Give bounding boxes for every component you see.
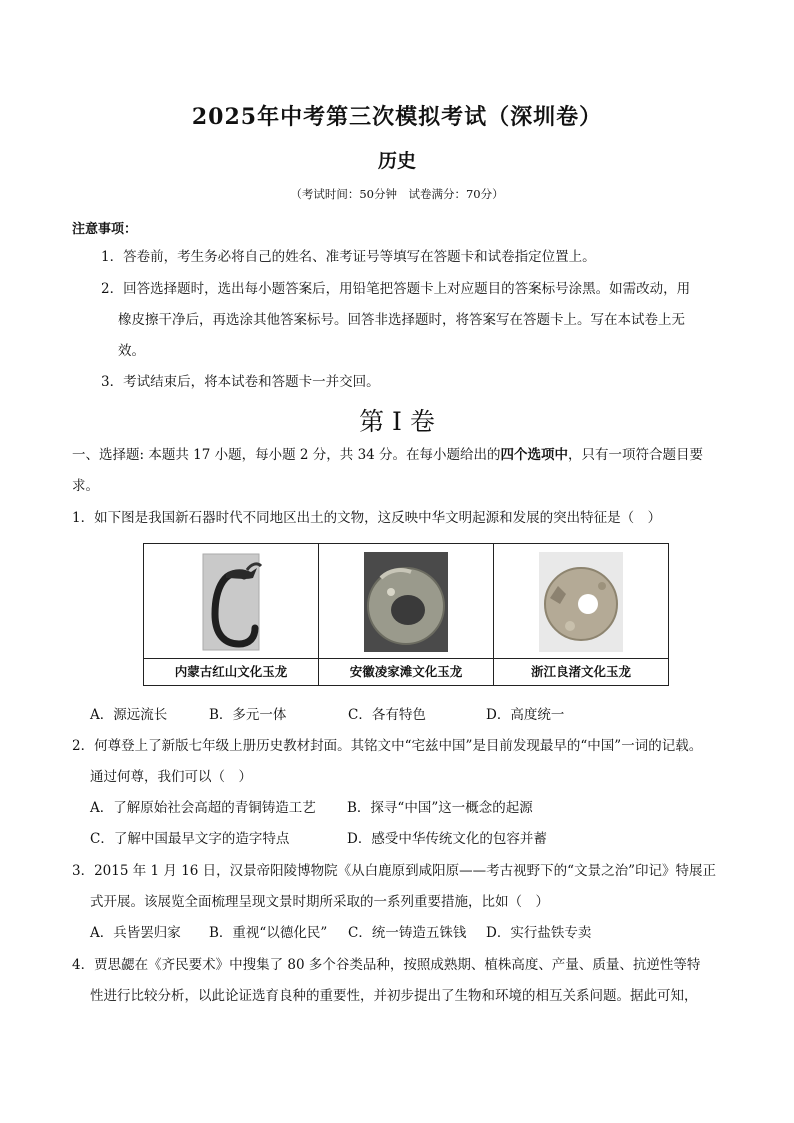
notice-item-2-line-2: 橡皮擦干净后，再选涂其他答案标号。回答非选择题时，将答案写在答题卡上。写在本试卷上无 <box>118 312 685 328</box>
notice-item-2-line-1: 2．回答选择题时，选出每小题答案后，用铅笔把答题卡上对应题目的答案标号涂黑。如需改动，用 <box>101 281 691 297</box>
question-2-stem-line-1: 2．何尊登上了新版七年级上册历史教材封面。其铭文中“宅兹中国”是目前发现最早的“中国”一词的记载。 <box>72 738 703 754</box>
lingjiatan-jade-dragon-image <box>319 544 493 660</box>
question-4-stem-line-2: 性进行比较分析，以此论证选育良种的重要性，并初步提出了生物和环境的相互关系问题。据此可知， <box>90 988 698 1004</box>
volume-title: 第 I 卷 <box>359 407 435 436</box>
question-4-stem-line-1: 4．贾思勰在《齐民要术》中搜集了 80 多个谷类品种，按照成熟期、植株高度、产量、质量、抗逆性等特 <box>72 957 701 973</box>
question-3-option-a[interactable]: A．兵皆罢归家 <box>90 925 181 941</box>
section-instruction-c: ，只有一项符合题目要 <box>568 447 704 463</box>
notice-heading: 注意事项： <box>72 222 138 237</box>
exam-title: 2025年中考第三次模拟考试（深圳卷） <box>191 104 603 130</box>
hongshan-jade-dragon-image <box>144 544 318 660</box>
figure-cell-liangzhu <box>494 544 668 685</box>
question-3-stem-line-1: 3．2015 年 1 月 16 日，汉景帝阳陵博物院《从白鹿原到咸阳原——考古视野下的“文景之治”印记》特展正 <box>72 863 716 879</box>
section-instruction-line-1 <box>72 444 703 466</box>
question-1-option-a[interactable]: A．源远流长 <box>90 707 168 723</box>
notice-item-2-line-3: 效。 <box>118 343 145 359</box>
liangzhu-jade-dragon-image <box>494 544 668 660</box>
question-3-option-c[interactable]: C．统一铸造五铢钱 <box>348 925 467 941</box>
section-instruction-bold: 四个选项中 <box>500 447 569 463</box>
question-2-option-a[interactable]: A．了解原始社会高超的青铜铸造工艺 <box>90 800 316 816</box>
question-1-option-b[interactable]: B．多元一体 <box>209 707 287 723</box>
figure-cell-hongshan <box>144 544 319 685</box>
question-2-option-b[interactable]: B．探寻“中国”这一概念的起源 <box>347 800 533 816</box>
question-2-option-c[interactable]: C．了解中国最早文字的造字特点 <box>90 831 290 847</box>
question-1-option-d[interactable]: D．高度统一 <box>486 707 565 723</box>
section-instruction-a: 一、选择题: 本题共 17 小题，每小题 2 分，共 34 分。在每小题给出的 <box>72 447 501 463</box>
caption-hongshan: 内蒙古红山文化玉龙 <box>144 658 318 685</box>
figure-cell-lingjiatan <box>319 544 494 685</box>
exam-info: （考试时间：50分钟 试卷满分：70分） <box>290 187 504 201</box>
subject-title: 历史 <box>377 150 416 172</box>
question-3-option-d[interactable]: D．实行盐铁专卖 <box>486 925 592 941</box>
question-2-option-d[interactable]: D．感受中华传统文化的包容并蓄 <box>347 831 547 847</box>
notice-item-1: 1．答卷前，考生务必将自己的姓名、准考证号等填写在答题卡和试卷指定位置上。 <box>101 249 596 265</box>
caption-lingjiatan: 安徽凌家滩文化玉龙 <box>319 658 493 685</box>
question-1-stem: 1．如下图是我国新石器时代不同地区出土的文物，这反映中华文明起源和发展的突出特征是（ ） <box>72 510 662 526</box>
notice-item-3: 3．考试结束后，将本试卷和答题卡一并交回。 <box>101 374 380 390</box>
section-instruction-line-2: 求。 <box>72 478 99 494</box>
caption-liangzhu: 浙江良渚文化玉龙 <box>494 658 668 685</box>
question-3-stem-line-2: 式开展。该展览全面梳理呈现文景时期所采取的一系列重要措施，比如（ ） <box>90 894 549 910</box>
question-2-stem-line-2: 通过何尊，我们可以（ ） <box>90 769 252 785</box>
question-1-option-c[interactable]: C．各有特色 <box>348 707 426 723</box>
question-1-figure <box>143 543 669 686</box>
question-3-option-b[interactable]: B．重视“以德化民” <box>209 925 328 941</box>
